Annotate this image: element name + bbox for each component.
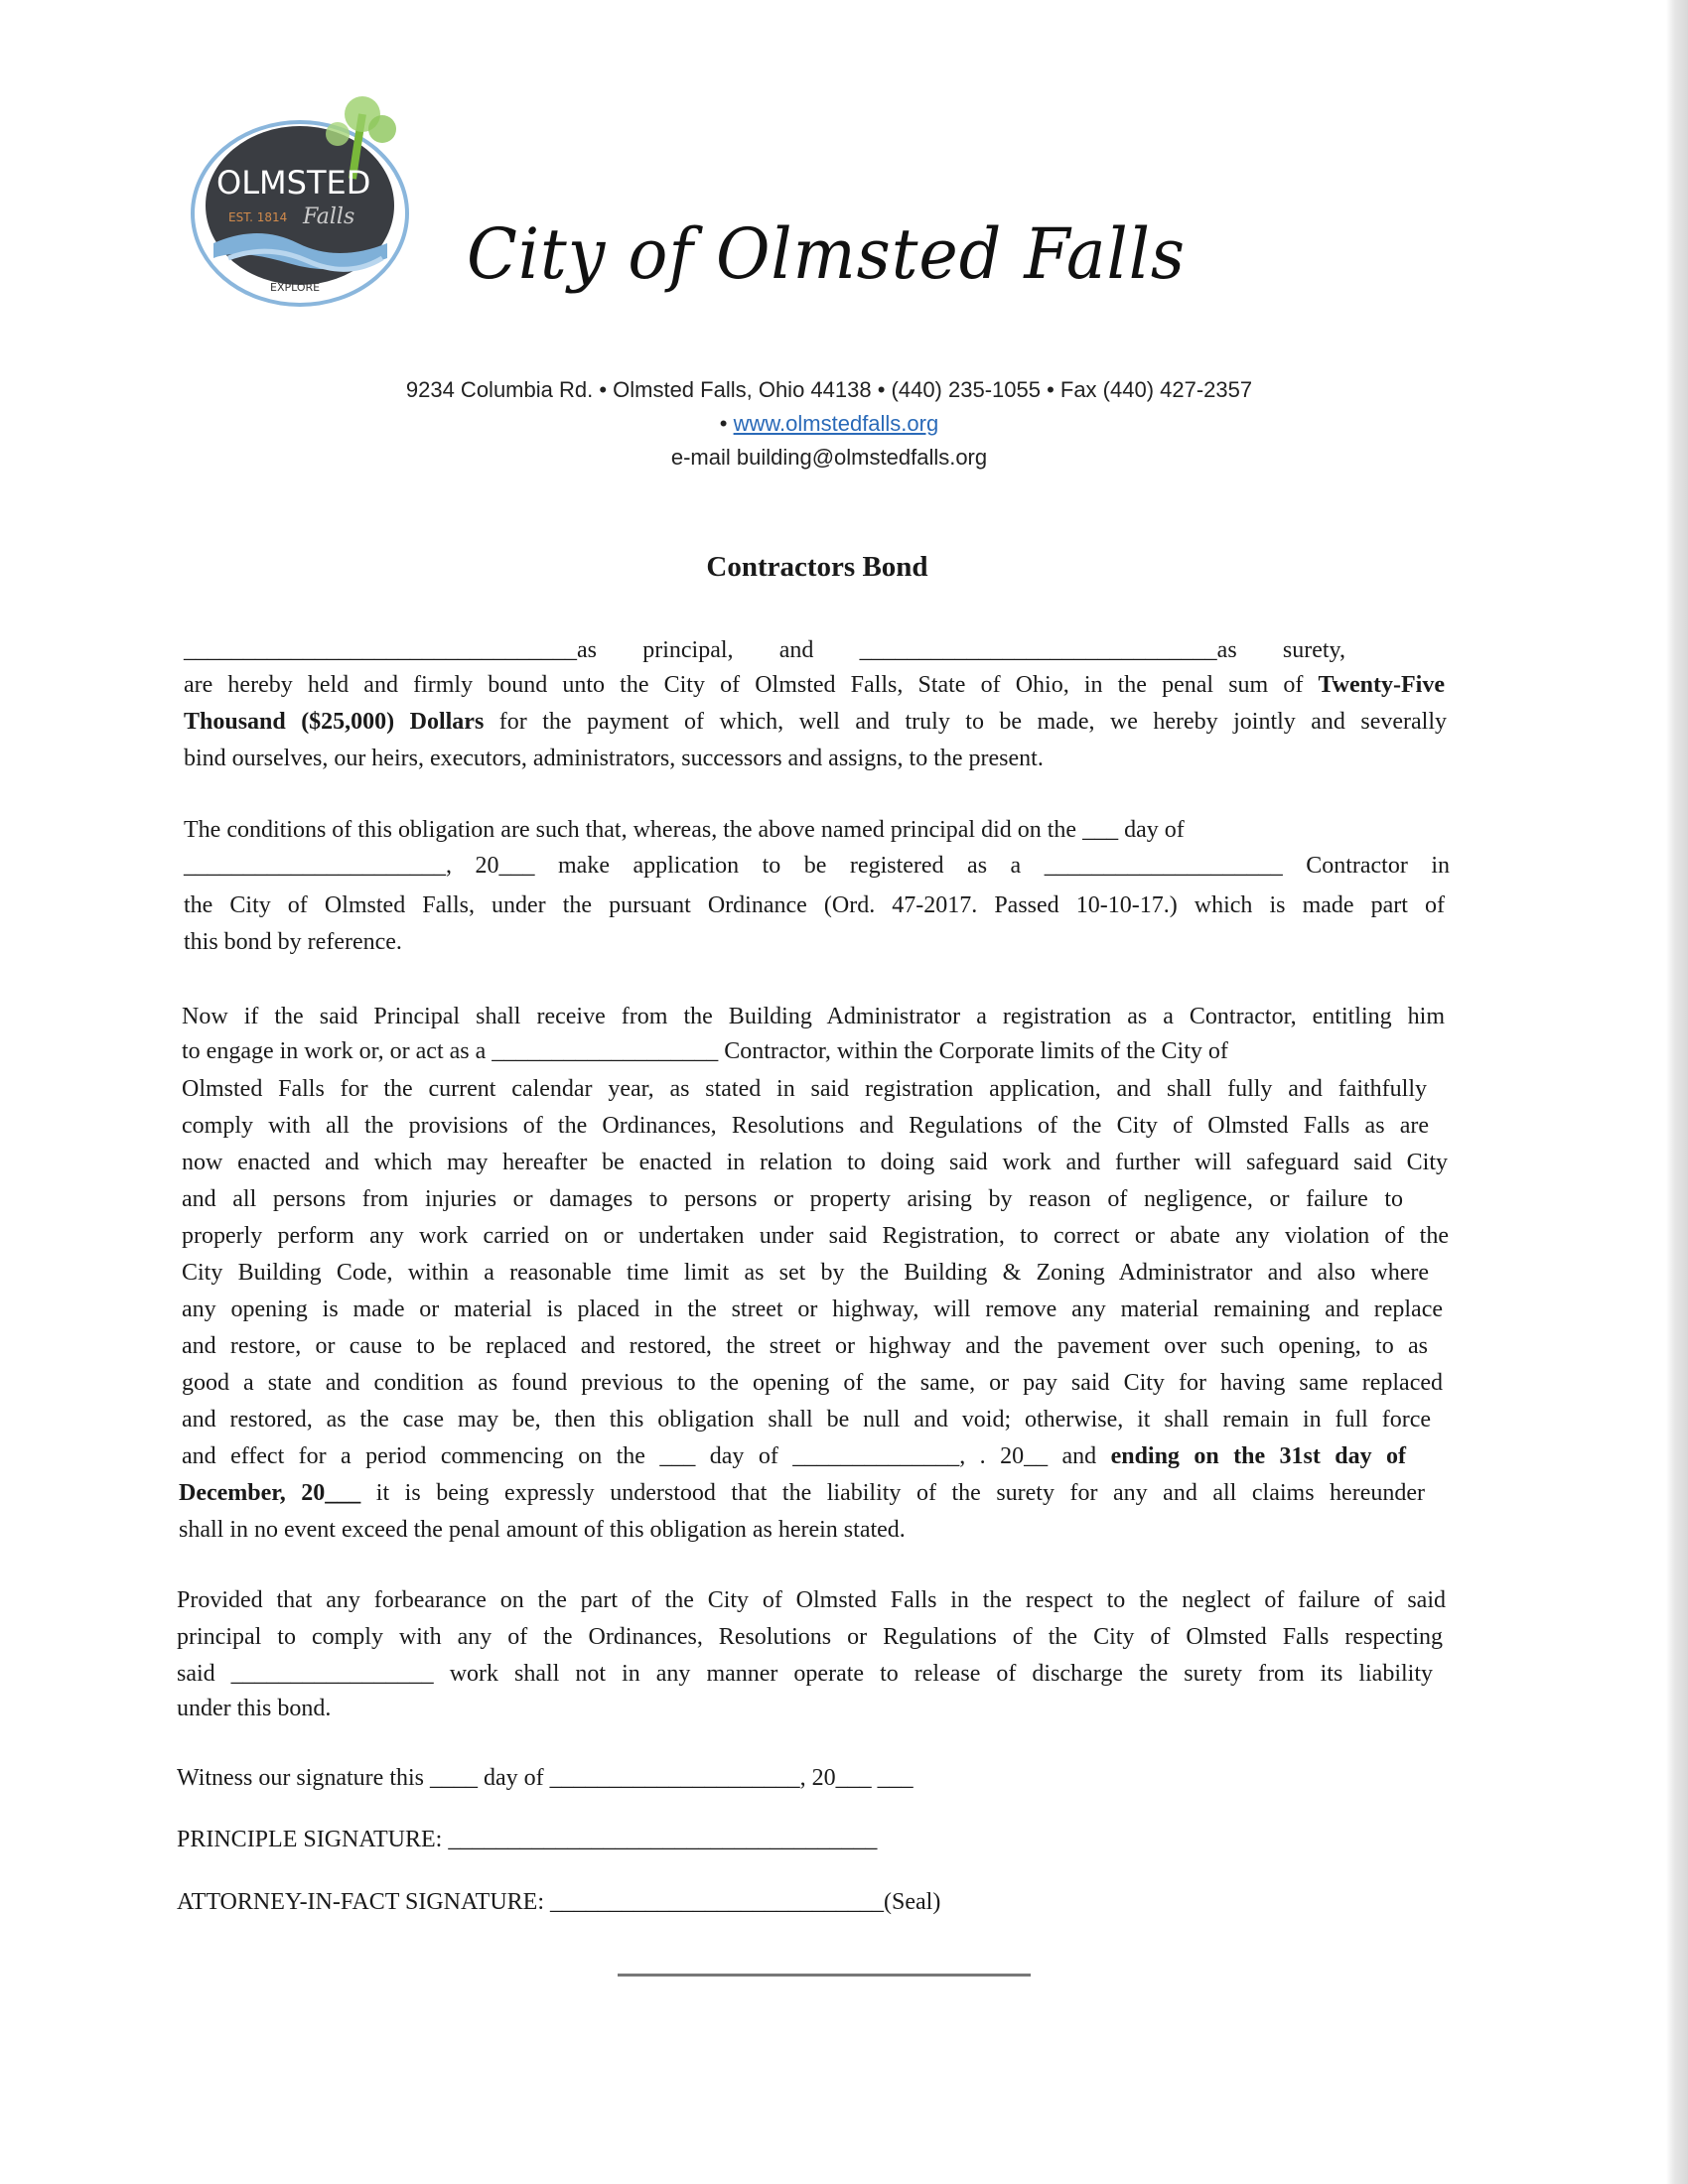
body-line [184, 707, 1447, 737]
body-line [182, 1258, 1429, 1288]
text: shall in no event exceed the penal amount of this obligation as herein stated. [179, 1517, 906, 1543]
bullet: • [719, 411, 734, 436]
bold-text: ending on the 31st day of [1110, 1443, 1407, 1469]
text: PRINCIPLE SIGNATURE: ____________________________________ [177, 1827, 878, 1852]
body-line [177, 1622, 1443, 1652]
text: and all persons from injuries or damages to persons or property arising by reason of negligence, or failure to [182, 1186, 1403, 1212]
body-line [182, 1221, 1449, 1251]
city-title: City of Olmsted Falls [467, 213, 1187, 295]
text: and restore, or cause to be replaced and restored, the street or highway and the pavement over such opening, to as [182, 1333, 1428, 1359]
body-line [182, 1111, 1429, 1141]
body-line [184, 635, 1345, 665]
text: it is being expressly understood that the liability of the surety for any and all claims hereunder [360, 1480, 1425, 1506]
body-line [177, 1763, 914, 1793]
text: Olmsted Falls for the current calendar year, as stated in said registration application, and shall fully and faithfully [182, 1076, 1427, 1102]
address-line: 9234 Columbia Rd. • Olmsted Falls, Ohio 44138 • (440) 235-1055 • Fax (440) 427-2357 [405, 377, 1253, 402]
body-line [177, 1694, 331, 1723]
body-line [182, 1074, 1427, 1104]
body-line [184, 670, 1445, 700]
body-line [177, 1887, 940, 1917]
text: said _________________ work shall not in any manner operate to release of discharge the surety from its liability [177, 1661, 1433, 1687]
body-line [184, 890, 1445, 920]
body-line [182, 1405, 1431, 1434]
body-line [179, 1478, 1425, 1508]
body-line [182, 1331, 1428, 1361]
body-line [182, 1002, 1445, 1031]
bold-text: Thousand ($25,000) Dollars [184, 709, 485, 735]
text: City Building Code, within a reasonable time limit as set by the Building & Zoning Administrator and also where [182, 1260, 1429, 1286]
text: under this bond. [177, 1696, 332, 1721]
body-line [182, 1184, 1403, 1214]
logo-falls: Falls [303, 205, 355, 229]
scan-edge [1666, 0, 1688, 2184]
body-line [182, 1148, 1448, 1177]
text: and effect for a period commencing on the ___ day of ______________, . 20__ and [182, 1443, 1111, 1469]
text: to engage in work or, or act as a ___________________ Contractor, within the Corporate limits of the City of [182, 1038, 1228, 1064]
text: now enacted and which may hereafter be enacted in relation to doing said work and further will safeguard said City [182, 1150, 1448, 1175]
body-line [177, 1659, 1433, 1689]
logo-est: EST. 1814 [228, 210, 288, 224]
body-line [184, 815, 1185, 845]
text: this bond by reference. [184, 929, 402, 955]
signature-line [618, 1974, 1031, 1977]
document-title: Contractors Bond [706, 551, 928, 583]
bold-text: December, 20___ [179, 1480, 361, 1506]
logo-name: OLMSTED [216, 164, 371, 202]
body-line [177, 1825, 877, 1854]
text: are hereby held and firmly bound unto the City of Olmsted Falls, State of Ohio, in the penal sum of [184, 672, 1319, 698]
body-line [182, 1295, 1443, 1324]
logo-explore: EXPLORE [270, 281, 321, 294]
text: good a state and condition as found previous to the opening of the same, or pay said City for having same replaced [182, 1370, 1443, 1396]
text: the City of Olmsted Falls, under the pursuant Ordinance (Ord. 47-2017. Passed 10-10-17.) which is made part of [184, 892, 1445, 918]
body-line [182, 1441, 1406, 1471]
text: for the payment of which, well and truly to be made, we hereby jointly and severally [484, 709, 1447, 735]
text: Witness our signature this ____ day of _____________________, 20___ ___ [177, 1765, 914, 1791]
body-line [177, 1585, 1446, 1615]
email-line: e-mail building@olmstedfalls.org [670, 445, 988, 470]
body-line [184, 851, 1450, 881]
body-line [179, 1515, 906, 1545]
website-link[interactable]: www.olmstedfalls.org [733, 411, 939, 436]
body-line [182, 1036, 1228, 1066]
text: properly perform any work carried on or undertaken under said Registration, to correct or abate any violation of the [182, 1223, 1449, 1249]
body-line [182, 1368, 1443, 1398]
text: ATTORNEY-IN-FACT SIGNATURE: ____________________________(Seal) [177, 1889, 941, 1915]
body-line [184, 744, 1044, 773]
text: and restored, as the case may be, then this obligation shall be null and void; otherwise, it shall remain in full force [182, 1407, 1431, 1433]
text: principal to comply with any of the Ordinances, Resolutions or Regulations of the City of Olmsted Falls respecting [177, 1624, 1443, 1650]
text: bind ourselves, our heirs, executors, administrators, successors and assigns, to the present. [184, 746, 1044, 771]
text: Provided that any forbearance on the part of the City of Olmsted Falls in the respect to the neglect of failure of said [177, 1587, 1446, 1613]
text: Now if the said Principal shall receive from the Building Administrator a registration as a Contractor, entitling him [182, 1004, 1445, 1029]
body-line [184, 927, 402, 957]
city-logo [189, 94, 427, 313]
bold-text: Twenty-Five [1318, 672, 1445, 698]
text: any opening is made or material is placed in the street or highway, will remove any material remaining and replace [182, 1297, 1443, 1322]
website-line [0, 411, 1658, 437]
text: _________________________________as principal, and ______________________________as surety, [184, 637, 1345, 663]
text: The conditions of this obligation are such that, whereas, the above named principal did on the ___ day of [184, 817, 1185, 843]
text: comply with all the provisions of the Ordinances, Resolutions and Regulations of the City of Olmsted Falls as are [182, 1113, 1429, 1139]
text: ______________________, 20___ make application to be registered as a ____________________ Contractor in [184, 853, 1450, 879]
